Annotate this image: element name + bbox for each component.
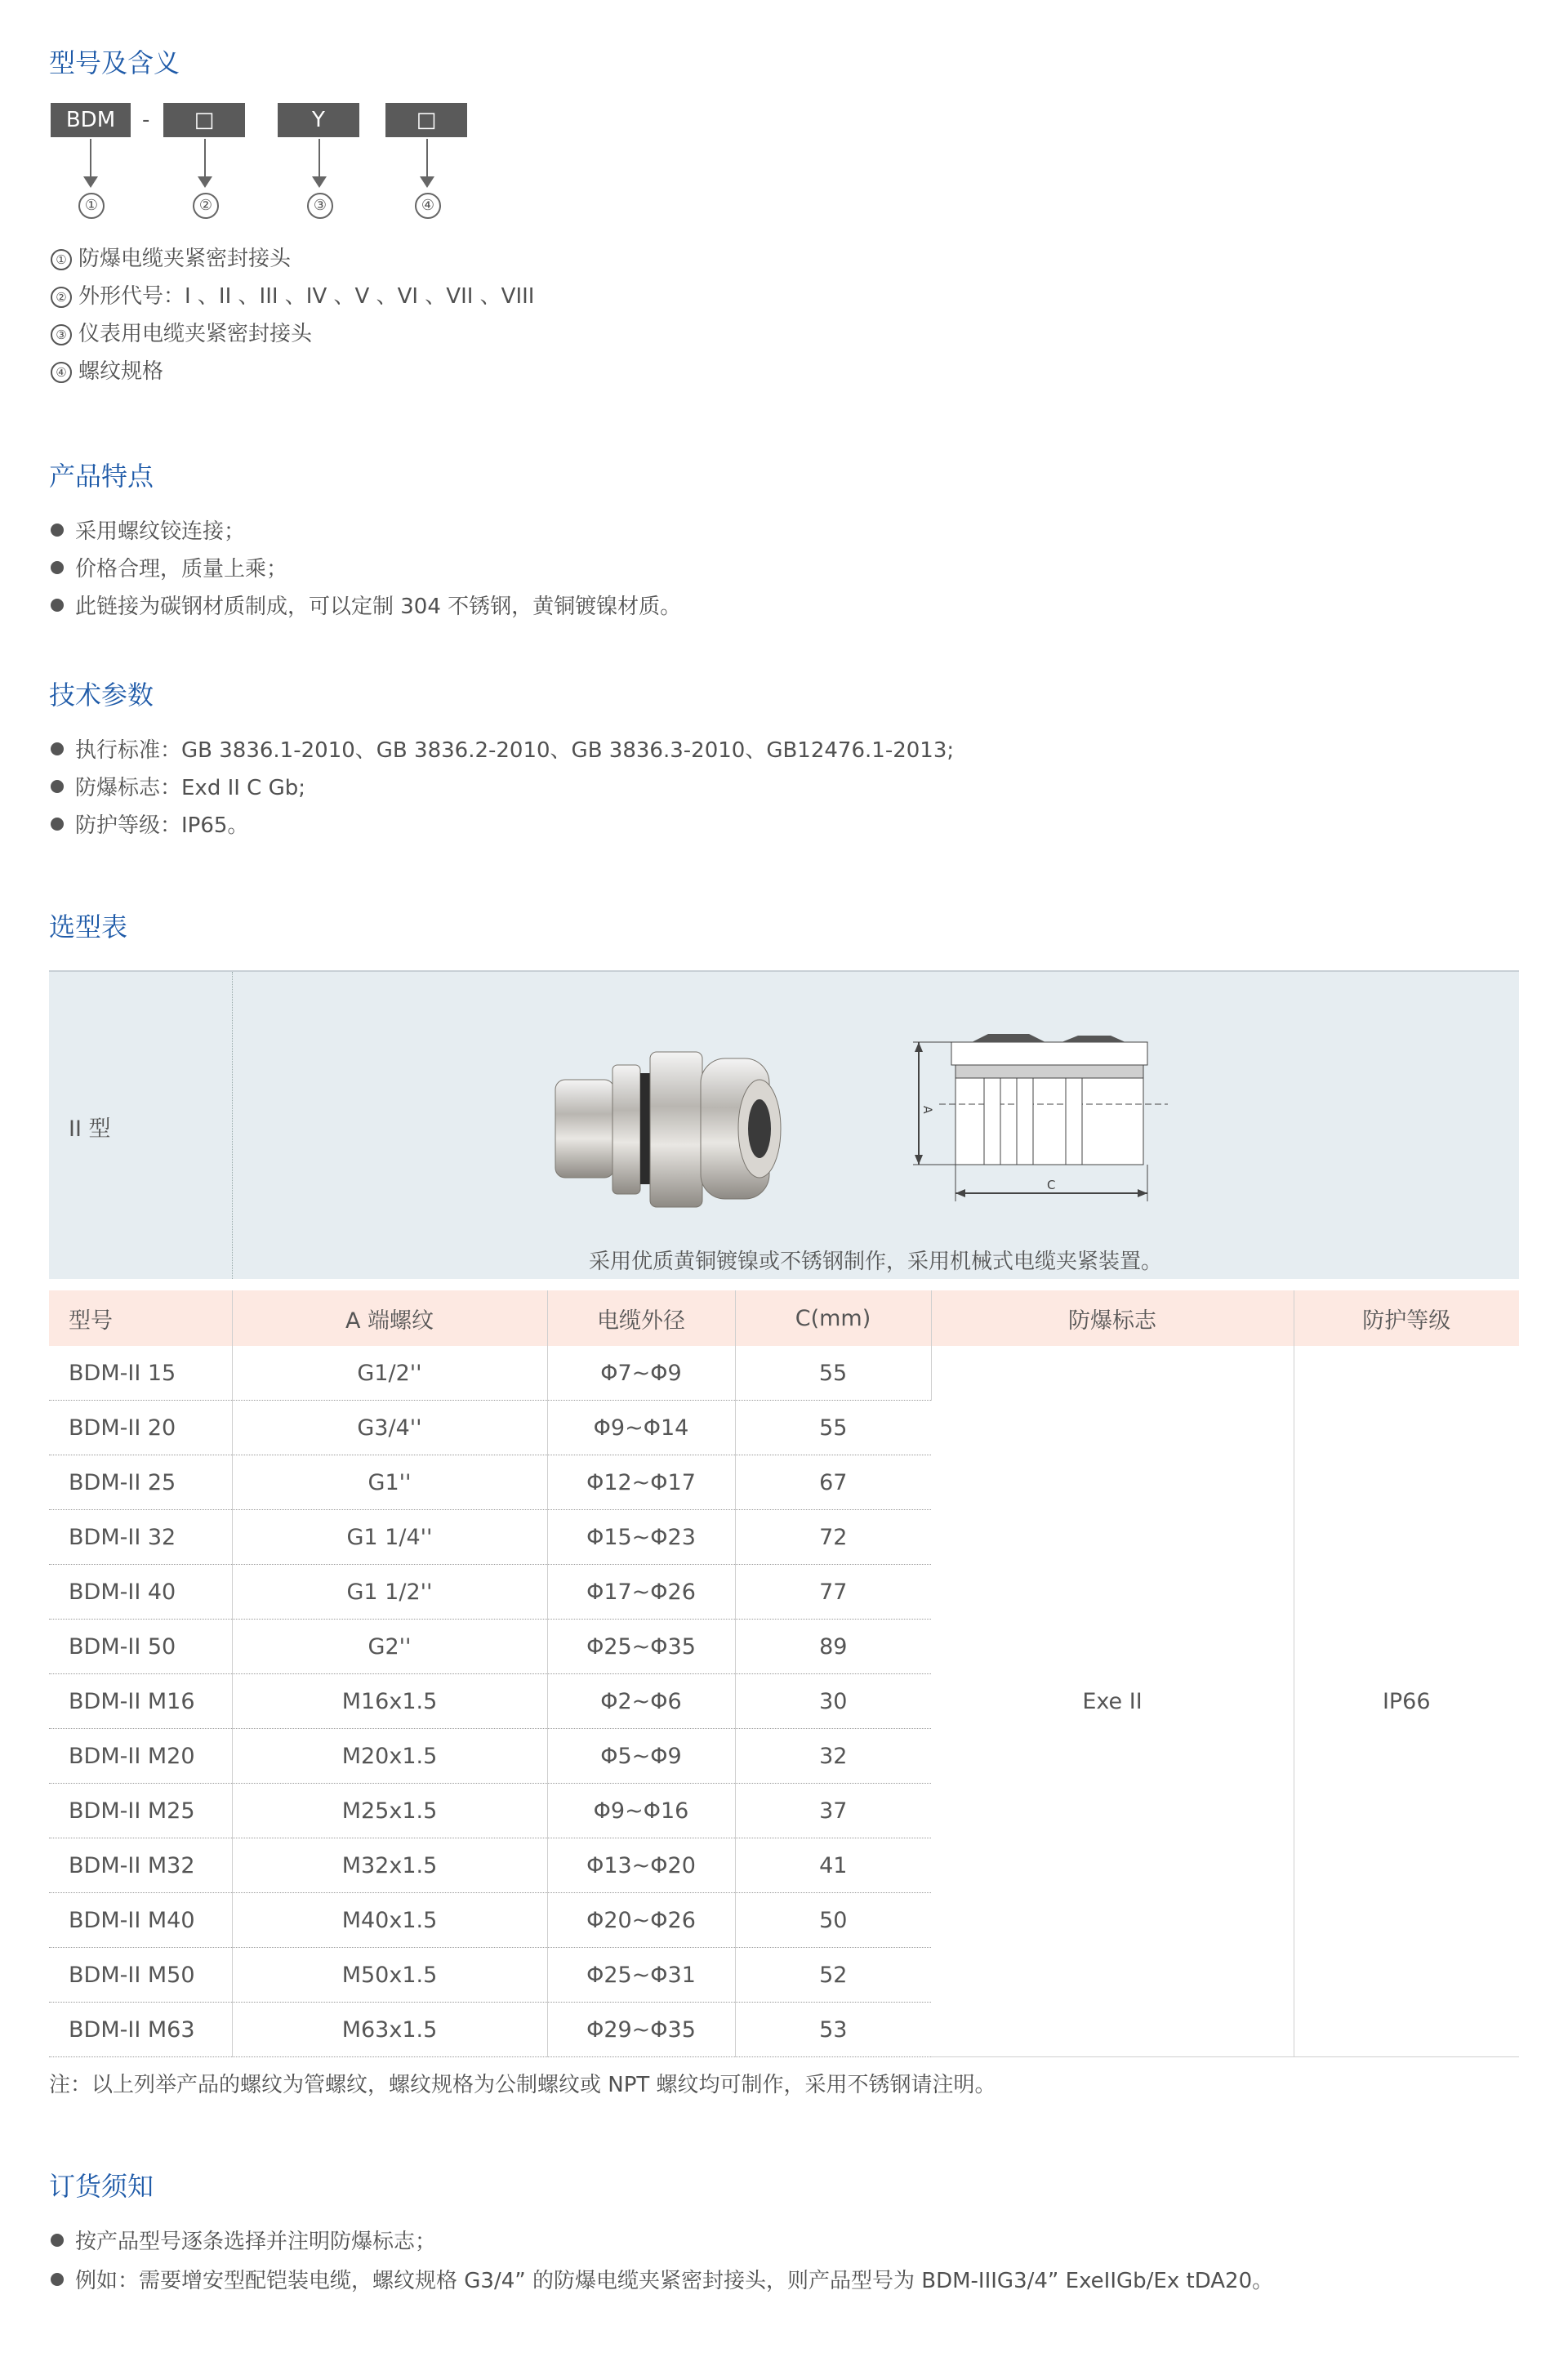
- cable-diameter-cell: Φ7~Φ9: [547, 1346, 735, 1401]
- ordering-item: 按产品型号逐条选择并注明防爆标志；: [51, 2225, 436, 2255]
- param-item: 防护等级：IP65。: [51, 809, 248, 839]
- thread-cell: G1'': [232, 1455, 547, 1510]
- cable-diameter-cell: Φ25~Φ31: [547, 1948, 735, 2003]
- length-cell: 77: [735, 1565, 931, 1620]
- column-header: A 端螺纹: [232, 1290, 547, 1346]
- length-cell: 52: [735, 1948, 931, 2003]
- thread-cell: M25x1.5: [232, 1784, 547, 1838]
- bullet-icon: [51, 599, 64, 612]
- cable-diameter-cell: Φ2~Φ6: [547, 1674, 735, 1729]
- code-number-2: ②: [193, 193, 219, 219]
- section-title-features: 产品特点: [49, 461, 154, 492]
- bullet-icon: [51, 524, 64, 537]
- code-box-shape: □: [163, 103, 245, 137]
- cable-diameter-cell: Φ15~Φ23: [547, 1510, 735, 1565]
- dimension-drawing: [906, 1026, 1217, 1222]
- length-cell: 55: [735, 1401, 931, 1455]
- cable-gland-photo: [539, 1036, 800, 1215]
- model-cell: BDM-II 32: [49, 1510, 232, 1565]
- model-cell: BDM-II 15: [49, 1346, 232, 1401]
- explosion-mark-cell: Exe II: [931, 1346, 1294, 2057]
- length-cell: 72: [735, 1510, 931, 1565]
- thread-cell: M50x1.5: [232, 1948, 547, 2003]
- cable-diameter-cell: Φ25~Φ35: [547, 1620, 735, 1674]
- length-cell: 32: [735, 1729, 931, 1784]
- table-row: [49, 1346, 1519, 1401]
- dimension-c-label: C: [1047, 1178, 1056, 1192]
- thread-cell: M32x1.5: [232, 1838, 547, 1893]
- code-separator: -: [142, 108, 150, 132]
- column-header: 防爆标志: [931, 1290, 1294, 1346]
- column-header: 电缆外径: [547, 1290, 735, 1346]
- model-cell: BDM-II 25: [49, 1455, 232, 1510]
- length-cell: 55: [735, 1346, 931, 1401]
- model-cell: BDM-II M16: [49, 1674, 232, 1729]
- length-cell: 89: [735, 1620, 931, 1674]
- code-number-3: ③: [307, 193, 333, 219]
- thread-cell: M16x1.5: [232, 1674, 547, 1729]
- length-cell: 30: [735, 1674, 931, 1729]
- cable-diameter-cell: Φ29~Φ35: [547, 2003, 735, 2057]
- cable-diameter-cell: Φ20~Φ26: [547, 1893, 735, 1948]
- column-header: C(mm): [735, 1290, 931, 1346]
- code-number-1: ①: [78, 193, 105, 219]
- feature-item: 此链接为碳钢材质制成，可以定制 304 不锈钢，黄铜镀镍材质。: [51, 590, 681, 620]
- model-cell: BDM-II 40: [49, 1565, 232, 1620]
- product-caption: 采用优质黄铜镀镍或不锈钢制作，采用机械式电缆夹紧装置。: [588, 1250, 1162, 1274]
- bullet-icon: [51, 561, 64, 574]
- cable-diameter-cell: Φ13~Φ20: [547, 1838, 735, 1893]
- section-title-ordering: 订货须知: [49, 2171, 154, 2202]
- code-box-thread: □: [385, 103, 467, 137]
- table-note: 注：以上列举产品的螺纹为管螺纹，螺纹规格为公制螺纹或 NPT 螺纹均可制作，采用不锈钢请注明。: [49, 2073, 996, 2097]
- ordering-item: 例如：需要增安型配铠装电缆，螺纹规格 G3/4” 的防爆电缆夹紧密封接头，则产品型号为 BDM-IIIG3/4” ExeIIGb/Ex tDA20。: [51, 2264, 1273, 2294]
- protection-cell: IP66: [1294, 1346, 1519, 2057]
- selection-table: [49, 1290, 1519, 2057]
- thread-cell: G1 1/4'': [232, 1510, 547, 1565]
- feature-item: 价格合理，质量上乘；: [51, 552, 287, 582]
- legend-item: ③ 仪表用电缆夹紧密封接头: [51, 317, 312, 347]
- legend-item: ④ 螺纹规格: [51, 354, 163, 385]
- bullet-icon: [51, 780, 64, 793]
- column-header: 型号: [49, 1290, 232, 1346]
- bullet-icon: [51, 2273, 64, 2286]
- thread-cell: M40x1.5: [232, 1893, 547, 1948]
- model-cell: BDM-II M25: [49, 1784, 232, 1838]
- length-cell: 37: [735, 1784, 931, 1838]
- param-item: 执行标准：GB 3836.1-2010、GB 3836.2-2010、GB 3836.3-2010、GB12476.1-2013;: [51, 733, 954, 764]
- bullet-icon: [51, 2234, 64, 2247]
- length-cell: 41: [735, 1838, 931, 1893]
- code-box-prefix: BDM: [51, 103, 131, 137]
- cable-diameter-cell: Φ9~Φ16: [547, 1784, 735, 1838]
- model-cell: BDM-II M63: [49, 2003, 232, 2057]
- model-cell: BDM-II M20: [49, 1729, 232, 1784]
- length-cell: 50: [735, 1893, 931, 1948]
- model-cell: BDM-II M50: [49, 1948, 232, 2003]
- cable-diameter-cell: Φ9~Φ14: [547, 1401, 735, 1455]
- column-header: 防护等级: [1294, 1290, 1519, 1346]
- cable-diameter-cell: Φ12~Φ17: [547, 1455, 735, 1510]
- length-cell: 67: [735, 1455, 931, 1510]
- thread-cell: G2'': [232, 1620, 547, 1674]
- section-title-tech-params: 技术参数: [49, 680, 154, 711]
- code-number-4: ④: [415, 193, 441, 219]
- section-title-model-meaning: 型号及含义: [49, 47, 180, 78]
- product-type-label: II 型: [69, 1116, 111, 1142]
- table-header-row: [49, 1290, 1519, 1346]
- legend-item: ② 外形代号：I 、II 、III 、IV 、V 、VI 、VII 、VIII: [51, 279, 534, 310]
- section-title-selection: 选型表: [49, 911, 128, 942]
- thread-cell: M63x1.5: [232, 2003, 547, 2057]
- bullet-icon: [51, 742, 64, 755]
- thread-cell: M20x1.5: [232, 1729, 547, 1784]
- down-arrow-icon: [318, 139, 320, 180]
- product-panel: [49, 970, 1519, 1279]
- model-cell: BDM-II M40: [49, 1893, 232, 1948]
- cable-diameter-cell: Φ17~Φ26: [547, 1565, 735, 1620]
- down-arrow-icon: [426, 139, 428, 180]
- thread-cell: G3/4'': [232, 1401, 547, 1455]
- length-cell: 53: [735, 2003, 931, 2057]
- code-box-instrument: Y: [278, 103, 359, 137]
- model-cell: BDM-II 50: [49, 1620, 232, 1674]
- dimension-a-label: A: [920, 1106, 933, 1114]
- param-item: 防爆标志：Exd II C Gb;: [51, 771, 305, 801]
- feature-item: 采用螺纹铰连接；: [51, 515, 245, 545]
- down-arrow-icon: [204, 139, 206, 180]
- down-arrow-icon: [90, 139, 91, 180]
- bullet-icon: [51, 818, 64, 831]
- cable-diameter-cell: Φ5~Φ9: [547, 1729, 735, 1784]
- legend-item: ① 防爆电缆夹紧密封接头: [51, 242, 291, 272]
- model-cell: BDM-II M32: [49, 1838, 232, 1893]
- model-cell: BDM-II 20: [49, 1401, 232, 1455]
- thread-cell: G1/2'': [232, 1346, 547, 1401]
- thread-cell: G1 1/2'': [232, 1565, 547, 1620]
